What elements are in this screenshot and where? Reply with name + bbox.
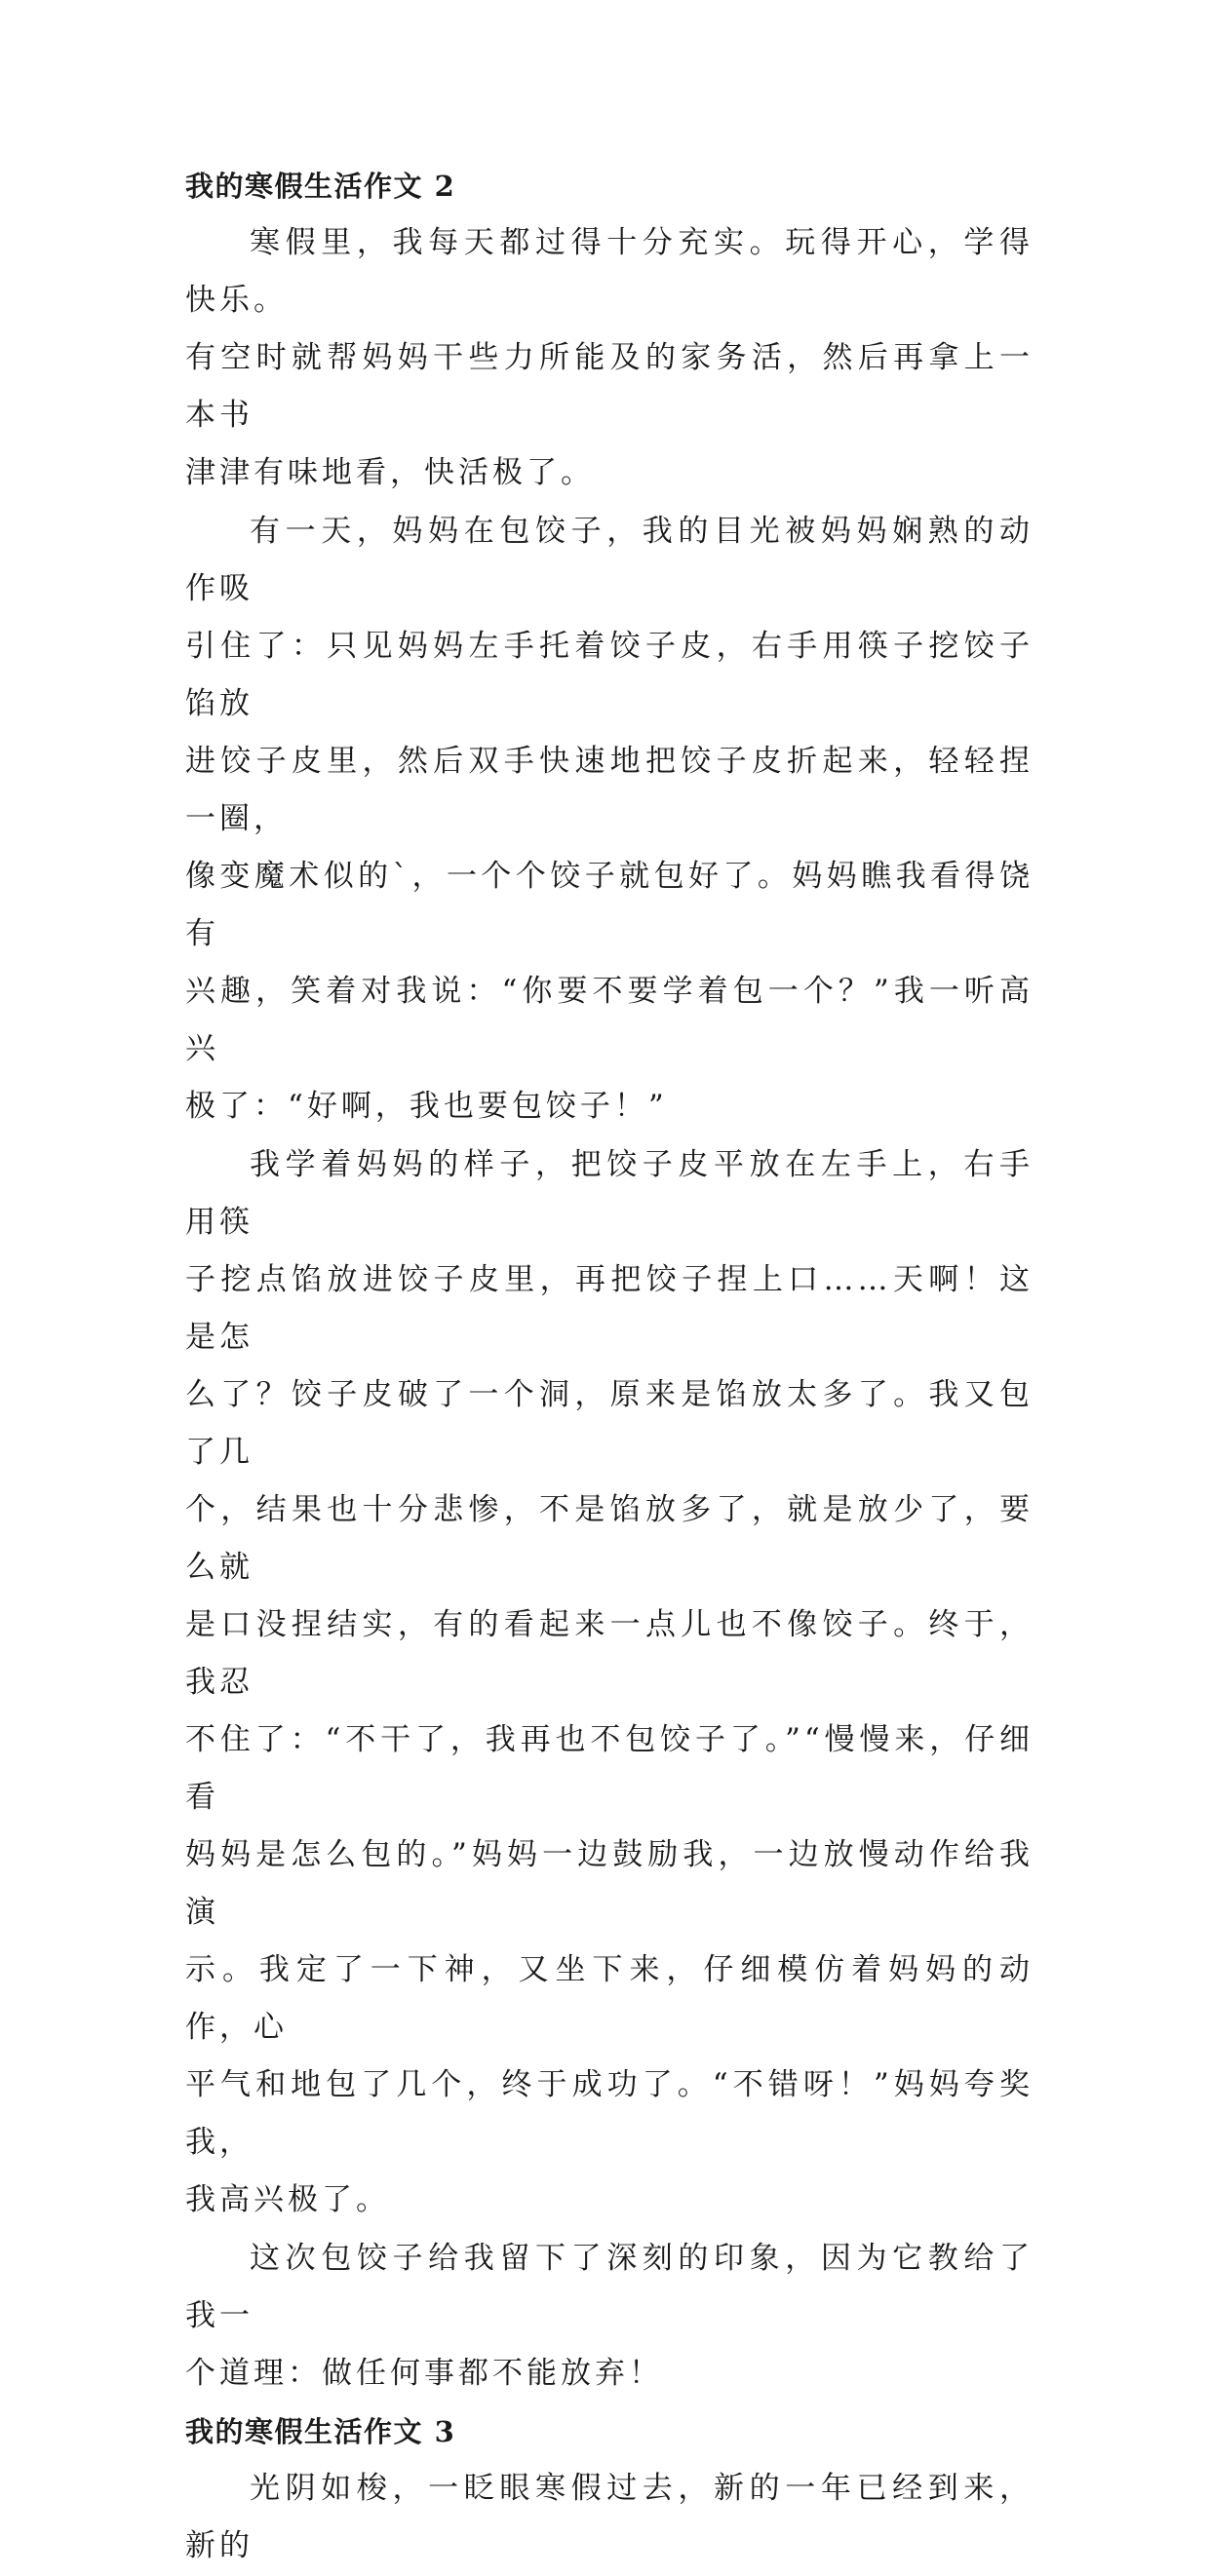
essay-2-paragraph-3: 我学着妈妈的样子，把饺子皮平放在左手上，右手用筷 子挖点馅放进饺子皮里，再把饺子捏上口……天啊！这是怎 么了？饺子皮破了一个洞，原来是馅放太多了。我又包了几 个，结果也十分悲惨，不是馅放多了，就是放少了，要么就 是口没捏结实，有的看起来一点儿也不像饺子。终于，我忍 不住了：“不干了，我再也不包饺子了。”“慢慢来，仔细看 妈妈是怎么包的。”妈妈一边鼓励我，一边放慢动作给我演 示。我定了一下神，又坐下来，仔细模仿着妈妈的动作，心 平气和地包了几个，终于成功了。“不错呀！”妈妈夸奖我， 我高兴极了。	[185, 1147, 1034, 2217]
essay-2-paragraph-1: 寒假里，我每天都过得十分充实。玩得开心，学得快乐。 有空时就帮妈妈干些力所能及的家务活，然后再拿上一本书 津津有味地看，快活极了。	[185, 225, 1034, 490]
essay-2-paragraph-2: 有一天，妈妈在包饺子，我的目光被妈妈娴熟的动作吸 引住了：只见妈妈左手托着饺子皮，右手用筷子挖饺子馅放 进饺子皮里，然后双手快速地把饺子皮折起来，轻轻捏一圈， 像变魔术似的`，一个个饺子就包好了。妈妈瞧我看得饶有 兴趣，笑着对我说：“你要不要学着包一个？”我一听高兴 极了：“好啊，我也要包饺子！”	[185, 514, 1034, 1124]
essay-3-heading: 我的寒假生活作文 3	[185, 2415, 456, 2448]
document-body	[185, 158, 1034, 2576]
essay-2-heading: 我的寒假生活作文 2	[185, 170, 456, 203]
essay-2-paragraph-4: 这次包饺子给我留下了深刻的印象，因为它教给了我一 个道理：做任何事都不能放弃！	[185, 2241, 1034, 2391]
essay-3-paragraph-1: 光阴如梭，一眨眼寒假过去，新的一年已经到来，新的	[185, 2471, 1034, 2563]
